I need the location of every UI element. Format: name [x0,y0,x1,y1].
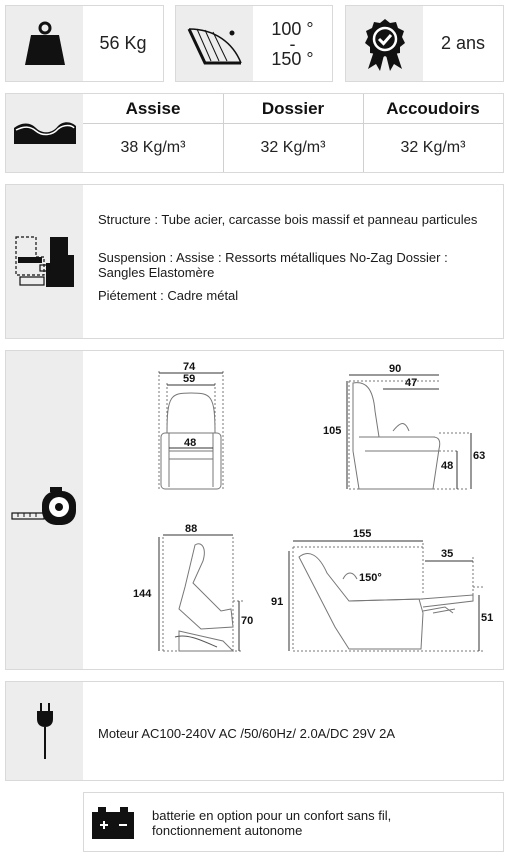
front-seat-width: 48 [184,437,197,449]
warranty-tile [345,5,504,82]
header-accoudoirs: Accoudoirs [386,98,480,118]
structure-text: Structure : Tube acier, carcasse bois massif et panneau particules [98,212,478,227]
front-inner-width: 59 [183,373,196,385]
value-dossier: 32 Kg/m³ [260,139,326,156]
header-assise: Assise [125,98,181,118]
tape-measure-icon [6,351,83,669]
motor-panel [5,681,504,781]
weight-value: 56 Kg [99,33,147,53]
battery-icon [92,807,134,839]
weight-tile [5,5,164,82]
motor-text: Moteur AC100-240V AC /50/60Hz/ 2.0A/DC 29V 2A [98,726,396,741]
lift-seat-height: 70 [241,615,254,627]
side-height: 105 [323,425,342,437]
weight-icon [6,6,83,81]
frame-structure-icon [6,185,83,338]
reclined-height: 91 [271,596,284,608]
side-seat-height: 48 [441,460,454,472]
lift-view-drawing [163,537,243,651]
dimensions-panel [5,350,504,670]
dimension-diagrams [83,351,503,669]
side-view-drawing [349,381,469,489]
certified-badge-icon [346,6,423,81]
reclined-view-drawing [293,543,483,651]
warranty-value: 2 ans [440,33,486,53]
recline-angle-icon [176,6,253,81]
recline-tile [175,5,333,82]
reclined-angle: 150° [359,572,382,584]
side-arm-height: 63 [473,450,486,462]
reclined-length: 155 [353,528,372,540]
front-total-width: 74 [183,361,196,373]
side-depth: 90 [389,363,402,375]
recline-values [253,6,332,81]
value-assise: 38 Kg/m³ [120,139,186,156]
recline-min: 100 ° [271,18,314,39]
lift-height: 144 [133,588,152,600]
base-text: Piétement : Cadre métal [98,288,239,303]
power-plug-icon [6,682,83,780]
header-dossier: Dossier [261,98,325,118]
reclined-footrest: 35 [441,548,454,560]
foam-cushion-icon [6,94,83,172]
battery-text: batterie en option pour un confort sans fil, fonctionnement autonome [152,808,392,838]
value-accoudoirs: 32 Kg/m³ [400,139,466,156]
suspension-text: Suspension : Assise : Ressorts métalliques No-Zag Dossier : Sangles Elastomère [98,250,448,280]
side-seat-depth: 47 [405,377,418,389]
lift-depth: 88 [185,523,198,535]
battery-panel [83,792,504,852]
reclined-footrest-height: 51 [481,612,494,624]
foam-density-table [5,93,504,173]
front-view-drawing [159,371,223,489]
recline-max: 150 ° [271,48,314,69]
construction-panel [5,184,504,339]
recline-separator: - [289,33,296,54]
